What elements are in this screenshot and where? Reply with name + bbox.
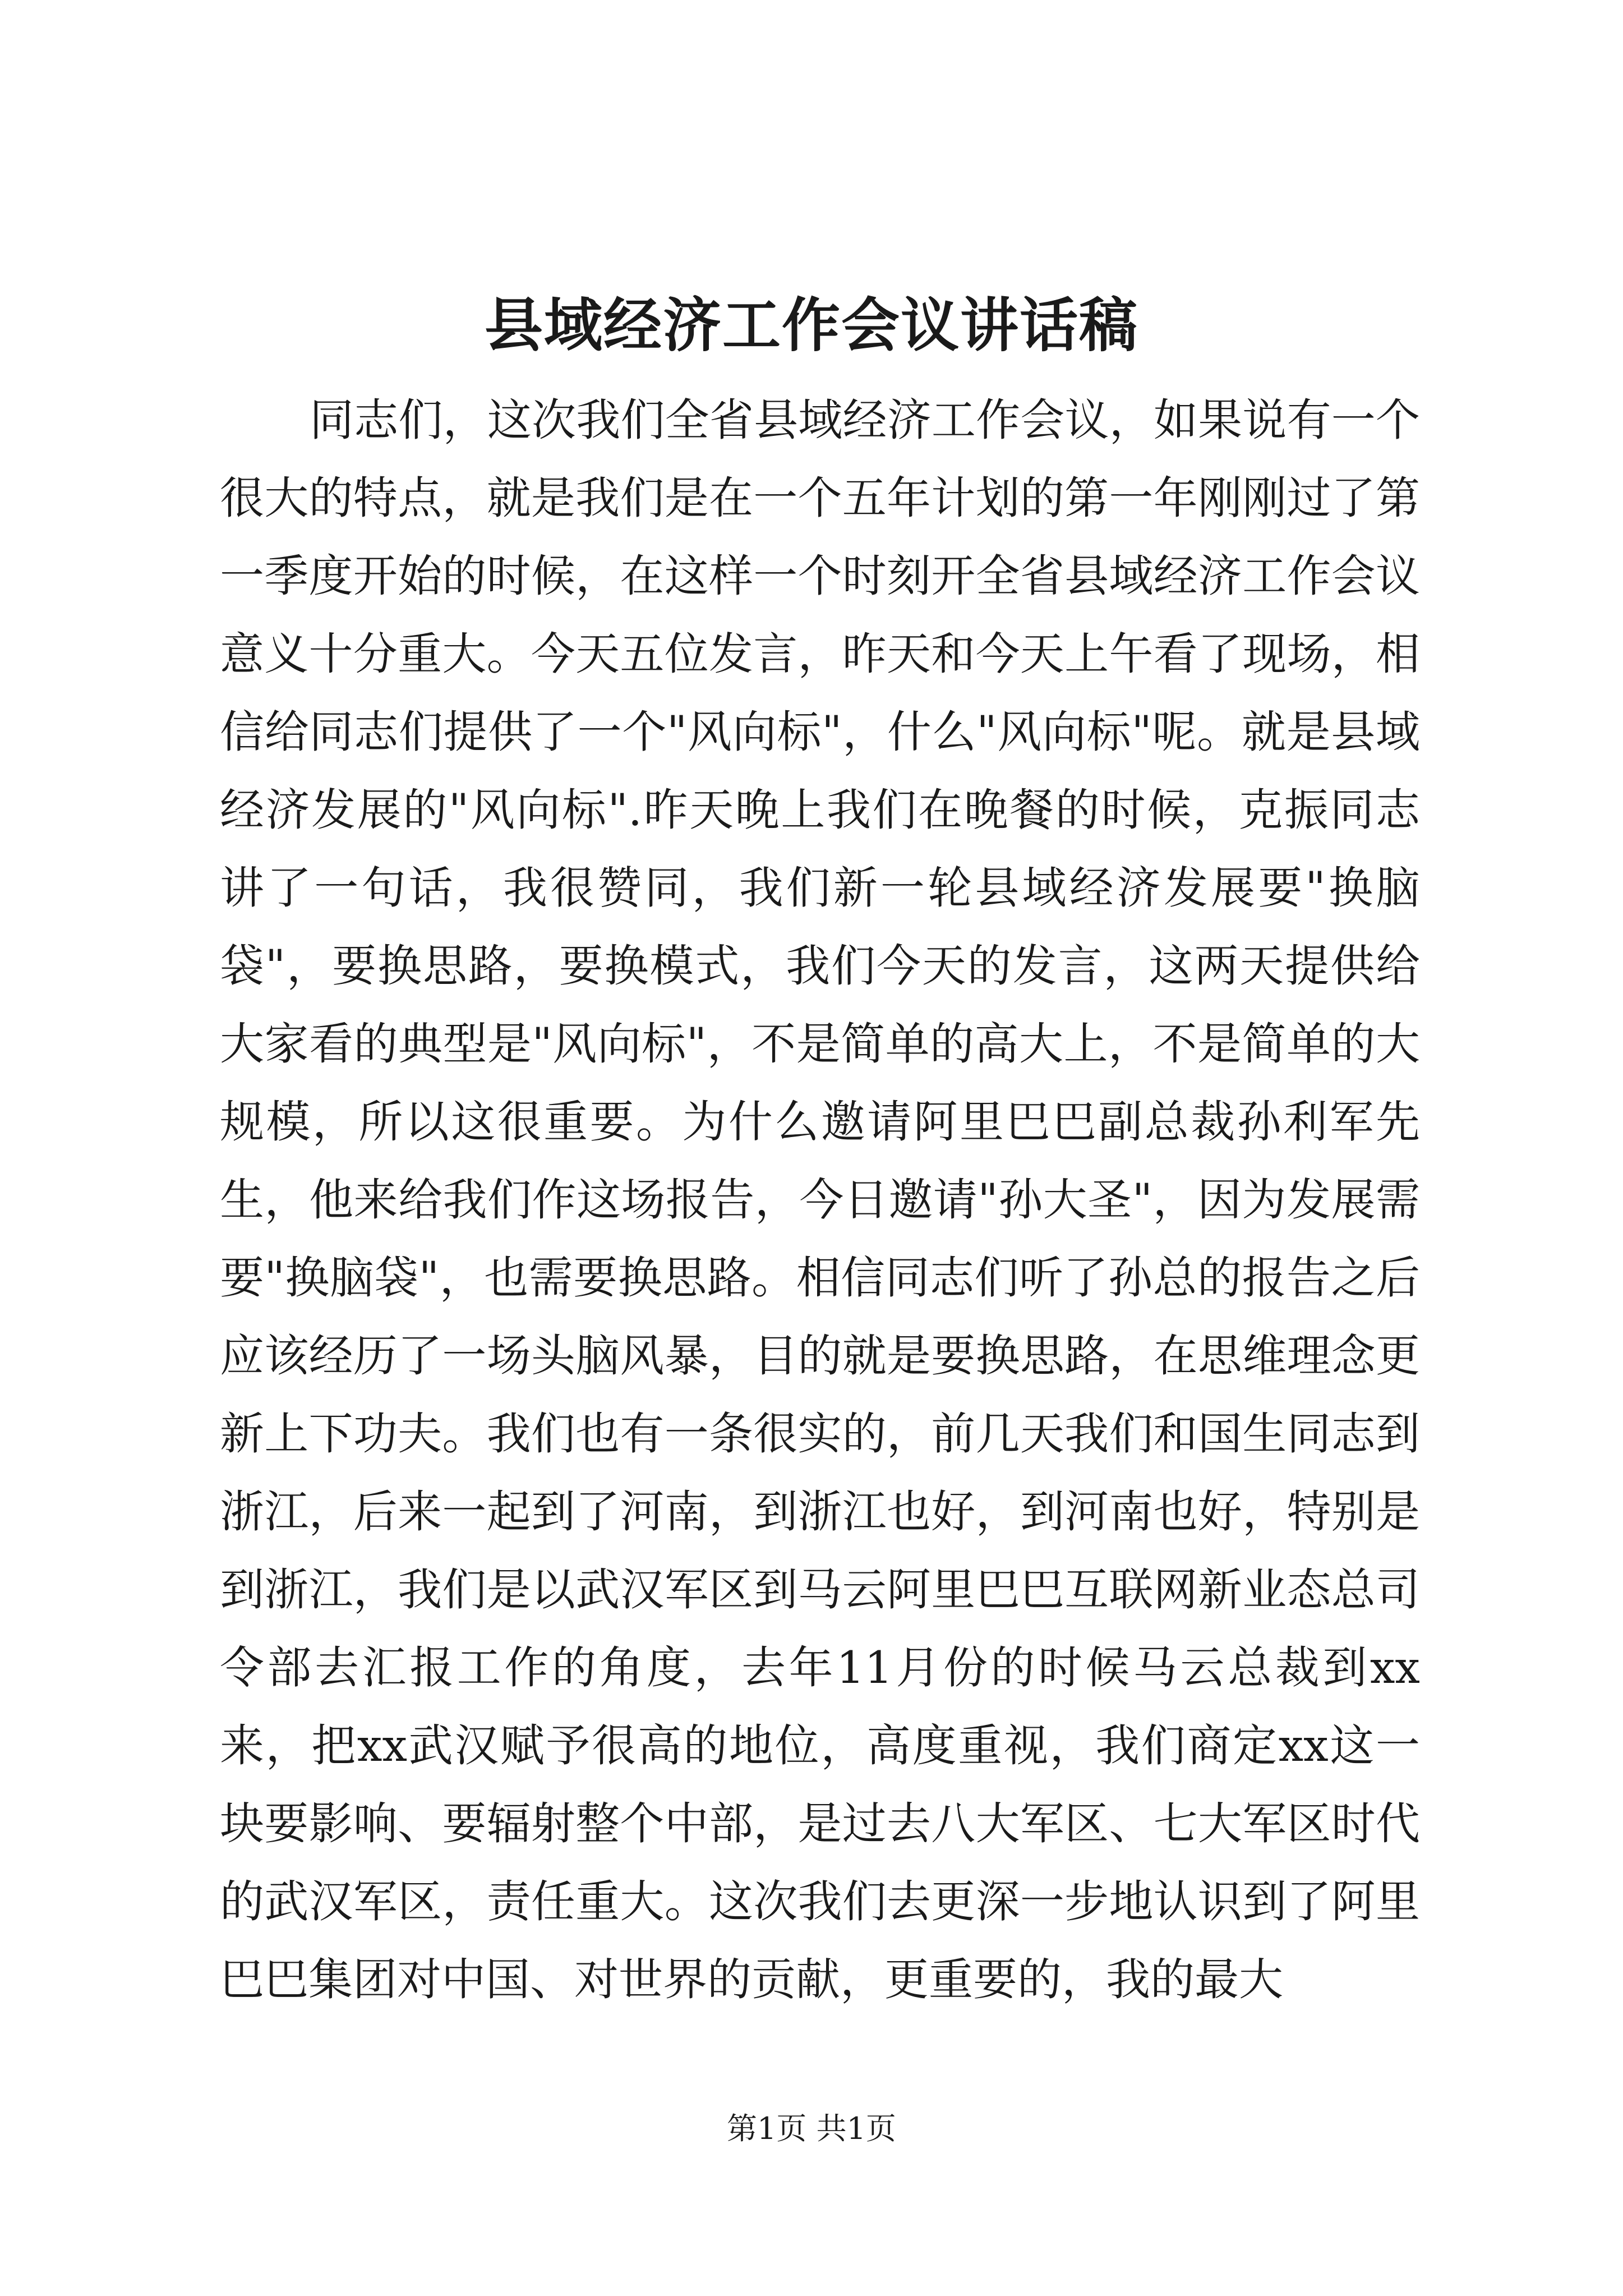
document-title: 县域经济工作会议讲话稿 [484,291,1138,360]
body-paragraph: 同志们，这次我们全省县域经济工作会议，如果说有一个很大的特点，就是我们是在一个五年计划的第一年刚刚过了第一季度开始的时候，在这样一个时刻开全省县域经济工作会议意义十分重大。今天五位发言，昨天和今天上午看了现场，相信给同志们提供了一个"风向标"，什么"风向标"呢。就是县域经济发展的"风向标".昨天晚上我们在晚餐的时候，克振同志讲了一句话，我很赞同，我们新一轮县域经济发展要"换脑袋"，要换思路，要换模式，我们今天的发言，这两天提供给大家看的典型是"风向标"，不是简单的高大上，不是简单的大规模，所以这很重要。为什么邀请阿里巴巴副总裁孙利军先生，他来给我们作这场报告，今日邀请"孙大圣"，因为发展需要"换脑袋"，也需要换思路。相信同志们听了孙总的报告之后应该经历了一场头脑风暴，目的就是要换思路，在思维理念更新上下功夫。我们也有一条很实的，前几天我们和国生同志到浙江，后来一起到了河南，到浙江也好，到河南也好，特别是到浙江，我们是以武汉军区到马云阿里巴巴互联网新业态总司令部去汇报工作的角度，去年11月份的时候马云总裁到xx来，把xx武汉赋予很高的地位，高度重视，我们商定xx这一块要影响、要辐射整个中部，是过去八大军区、七大军区时代的武汉军区，责任重大。这次我们去更深一步地认识到了阿里巴巴集团对中国、对世界的贡献，更重要的，我的最大 [220,394,1420,2005]
page-footer: 第1页 共1页 [727,2111,896,2146]
